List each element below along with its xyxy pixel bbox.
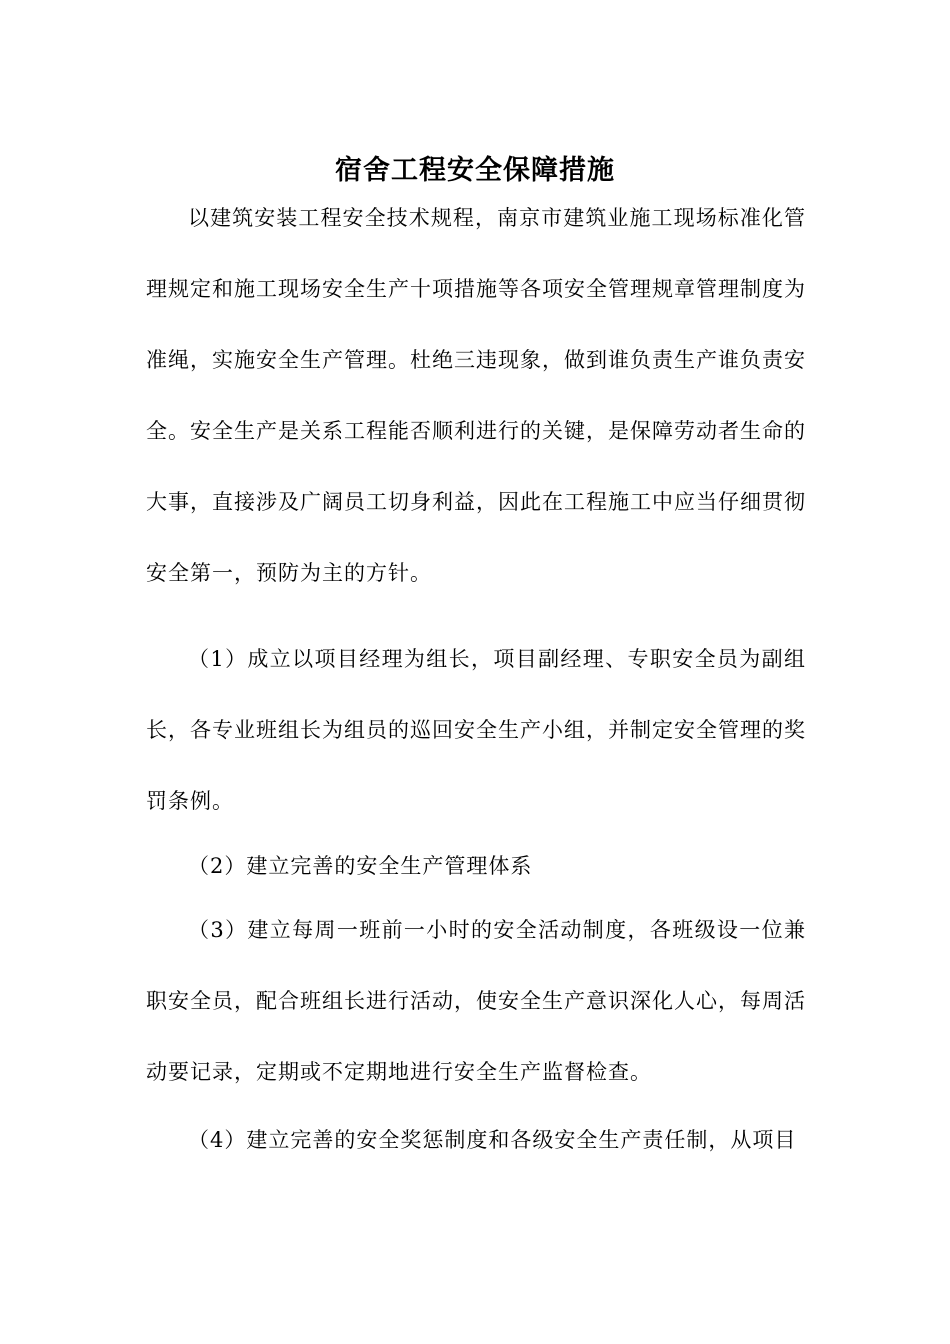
paragraph-item-2: （2）建立完善的安全生产管理体系 [188, 854, 533, 878]
paragraph-item-1: （1）成立以项目经理为组长，项目副经理、专职安全员为副组长，各专业班组长为组员的巡回安全生产小组，并制定安全管理的奖罚条例。 [146, 647, 806, 813]
paragraph-item-3: （3）建立每周一班前一小时的安全活动制度，各班级设一位兼职安全员，配合班组长进行活动，使安全生产意识深化人心，每周活动要记录，定期或不定期地进行安全生产监督检查。 [146, 918, 806, 1084]
paragraph-item-4: （4）建立完善的安全奖惩制度和各级安全生产责任制，从项目 [188, 1128, 797, 1152]
page-title: 宿舍工程安全保障措施 [335, 155, 615, 187]
paragraph-intro: 以建筑安装工程安全技术规程，南京市建筑业施工现场标准化管理规定和施工现场安全生产十项措施等各项安全管理规章管理制度为准绳，实施安全生产管理。杜绝三违现象，做到谁负责生产谁负责安全。安全生产是关系工程能否顺利进行的关键，是保障劳动者生命的大事，直接涉及广阔员工切身利益，因此在工程施工中应当仔细贯彻安全第一，预防为主的方针。 [146, 206, 806, 585]
